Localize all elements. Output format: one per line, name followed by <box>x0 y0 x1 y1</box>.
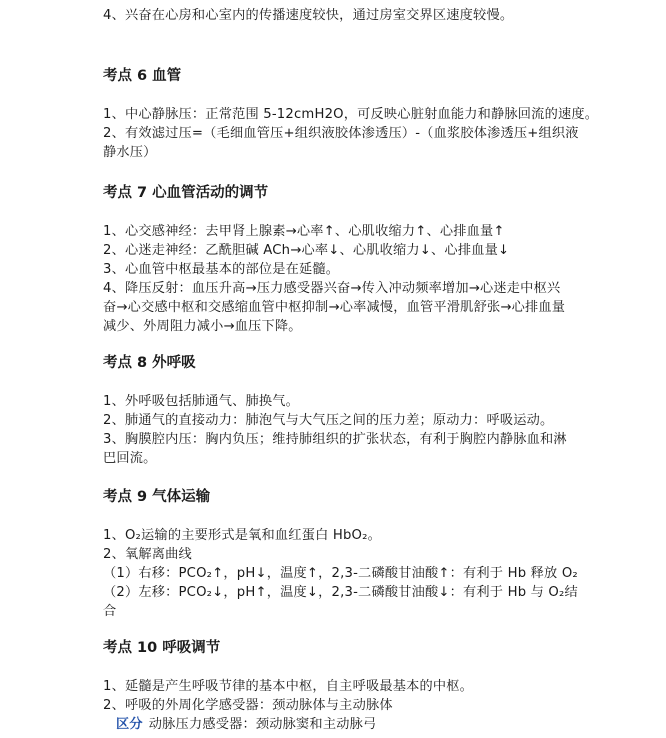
paragraph-line: 静水压） <box>103 145 157 160</box>
distinguish-text: 动脉压力感受器：颈动脉窦和主动脉弓 <box>148 717 377 732</box>
paragraph-line: 巴回流。 <box>103 451 157 466</box>
section-heading-10: 考点 10 呼吸调节 <box>103 640 221 656</box>
section-heading-9: 考点 9 气体运输 <box>103 489 211 505</box>
section-heading-7: 考点 7 心血管活动的调节 <box>103 185 269 201</box>
paragraph-line: 3、心血管中枢最基本的部位是在延髓。 <box>103 262 340 277</box>
paragraph-line: 减少、外周阻力减小→血压下降。 <box>103 319 302 334</box>
paragraph-line: 2、呼吸的外周化学感受器：颈动脉体与主动脉体 <box>103 698 393 713</box>
section-heading-6: 考点 6 血管 <box>103 68 182 84</box>
paragraph-line: 3、胸膜腔内压：胸内负压；维持肺组织的扩张状态，有利于胸腔内静脉血和淋 <box>103 432 567 447</box>
paragraph-line: 4、兴奋在心房和心室内的传播速度较快，通过房室交界区速度较慢。 <box>103 8 514 23</box>
paragraph-line: 合 <box>103 604 117 619</box>
paragraph-line-distinguish <box>116 715 376 735</box>
paragraph-line: 1、外呼吸包括肺通气、肺换气。 <box>103 394 300 409</box>
paragraph-line: 4、降压反射：血压升高→压力感受器兴奋→传入冲动频率增加→心迷走中枢兴 <box>103 281 561 296</box>
paragraph-line: 2、有效滤过压=（毛细血管压+组织液胶体渗透压）-（血浆胶体渗透压+组织液 <box>103 126 579 141</box>
section-heading-8: 考点 8 外呼吸 <box>103 355 196 371</box>
paragraph-line: 1、延髓是产生呼吸节律的基本中枢，自主呼吸最基本的中枢。 <box>103 679 474 694</box>
paragraph-line: 1、O₂运输的主要形式是氧和血红蛋白 HbO₂。 <box>103 528 382 543</box>
paragraph-line: （1）右移：PCO₂↑，pH↓，温度↑，2,3-二磷酸甘油酸↑：有利于 Hb 释放 O₂ <box>103 566 578 581</box>
paragraph-line: 2、肺通气的直接动力：肺泡气与大气压之间的压力差；原动力：呼吸运动。 <box>103 413 554 428</box>
paragraph-line: 2、氧解离曲线 <box>103 547 192 562</box>
paragraph-line: 1、中心静脉压：正常范围 5-12cmH2O，可反映心脏射血能力和静脉回流的速度。 <box>103 107 599 122</box>
paragraph-line: 2、心迷走神经：乙酰胆碱 ACh→心率↓、心肌收缩力↓、心排血量↓ <box>103 243 510 258</box>
paragraph-line: 1、心交感神经：去甲肾上腺素→心率↑、心肌收缩力↑、心排血量↑ <box>103 224 505 239</box>
paragraph-line: 奋→心交感中枢和交感缩血管中枢抑制→心率减慢，血管平滑肌舒张→心排血量 <box>103 300 566 315</box>
distinguish-label: 区分 <box>116 717 143 732</box>
paragraph-line: （2）左移：PCO₂↓，pH↑，温度↓，2,3-二磷酸甘油酸↓：有利于 Hb 与 O₂结 <box>103 585 578 600</box>
